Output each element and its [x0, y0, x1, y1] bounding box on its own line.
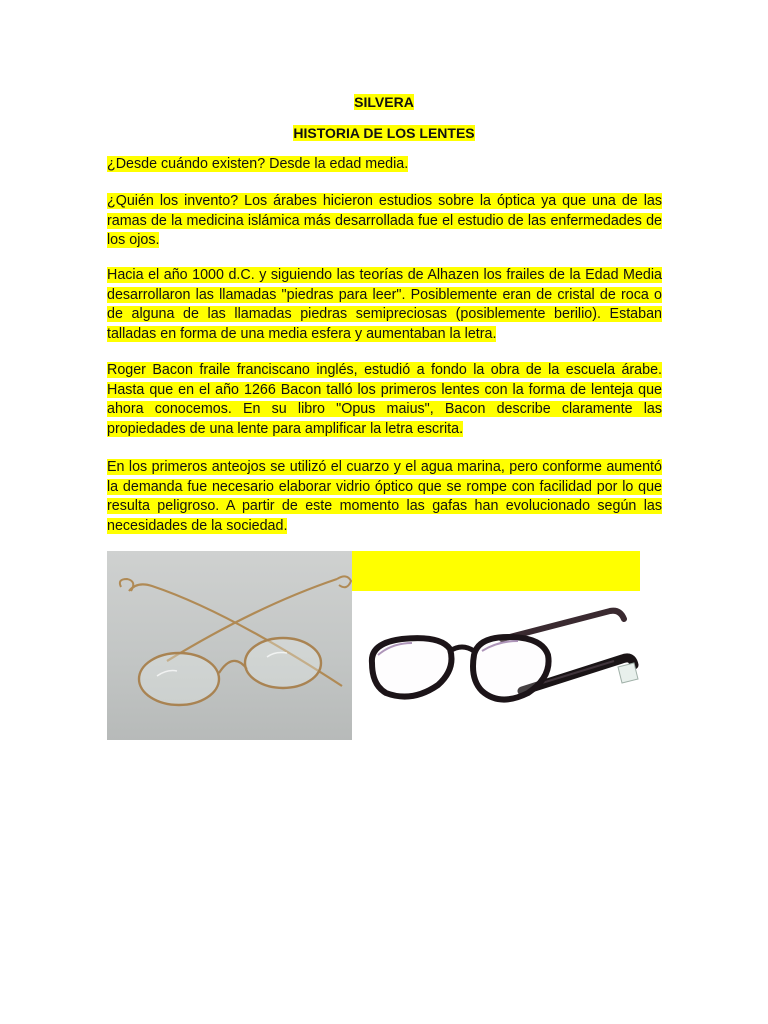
- glasses-figure: [107, 551, 642, 740]
- title-text: HISTORIA DE LOS LENTES: [293, 125, 475, 141]
- author-name: SILVERA: [354, 94, 414, 110]
- author-heading: [0, 93, 768, 111]
- antique-spectacles-icon: [107, 551, 352, 740]
- paragraph-origin-date: [107, 155, 662, 175]
- document-title: [0, 124, 768, 142]
- paragraph-roger-bacon: [107, 361, 662, 439]
- paragraph-evolution: [107, 458, 662, 536]
- paragraph-reading-stones: [107, 266, 662, 344]
- paragraph-text: Roger Bacon fraile franciscano inglés, estudió a fondo la obra de la escuela árabe. Hasta que en el año 1266 Bacon talló los primeros lentes con la forma de lenteja que ahora conocemos. En su libro "Opus maius", Bacon describe claramente las propiedades de una lente para amplificar la letra escrita.: [107, 362, 662, 437]
- antique-glasses-photo: [107, 551, 352, 740]
- paragraph-text: En los primeros anteojos se utilizó el cuarzo y el agua marina, pero conforme aumentó la demanda fue necesario elaborar vidrio óptico que se rompe con facilidad por lo que resulta peligroso. A partir de este momento las gafas han evolucionado según las necesidades de la sociedad.: [107, 459, 662, 534]
- paragraph-text: ¿Quién los invento? Los árabes hicieron estudios sobre la óptica ya que una de las ramas de la medicina islámica más desarrollada fue el estudio de las enfermedades de los ojos.: [107, 193, 662, 249]
- paragraph-text: Hacia el año 1000 d.C. y siguiendo las teorías de Alhazen los frailes de la Edad Media desarrollaron las llamadas "piedras para leer". Posiblemente eran de cristal de roca o de alguna de las llamadas piedras semipreciosas (posiblemente berilio). Estaban talladas en forma de una media esfera y aumentaban la letra.: [107, 267, 662, 342]
- paragraph-text: ¿Desde cuándo existen? Desde la edad media.: [107, 156, 409, 172]
- highlight-band: [352, 551, 640, 591]
- paragraph-inventors: [107, 192, 662, 251]
